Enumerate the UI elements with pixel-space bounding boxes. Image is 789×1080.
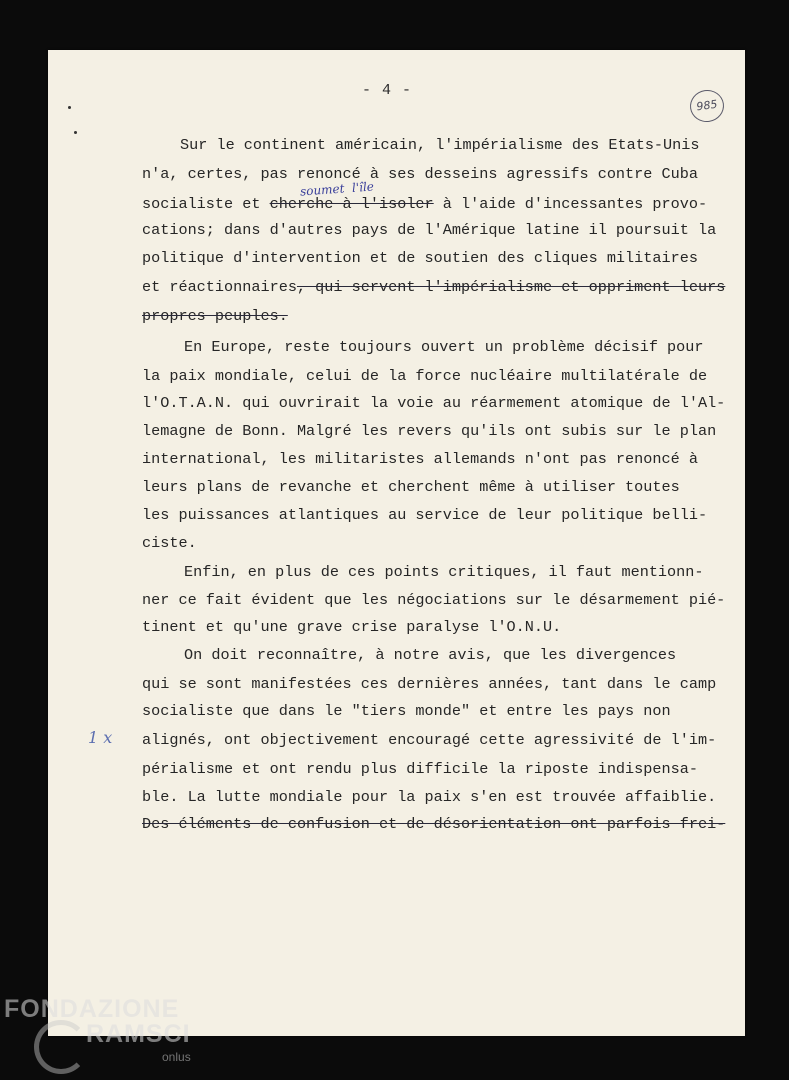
text-line <box>142 815 725 833</box>
watermark-subtitle: onlus <box>162 1050 191 1064</box>
margin-annotation: 1 x <box>88 728 113 747</box>
line-text: à l'aide d'incessantes provo- <box>433 195 708 213</box>
page-number: - 4 - <box>362 82 413 99</box>
struck-text: Des éléments de confusion et de désorientation ont parfois frei- <box>142 815 726 833</box>
text-line: n'a, certes, pas renoncé à ses desseins agressifs contre Cuba <box>142 165 698 183</box>
text-line: On doit reconnaître, à notre avis, que les divergences <box>184 646 677 664</box>
archive-number-stamp: 985 <box>688 88 726 124</box>
handwritten-insertion: soumet l'île <box>299 179 375 199</box>
text-line: Enfin, en plus de ces points critiques, il faut mentionn- <box>184 563 704 581</box>
text-line: En Europe, reste toujours ouvert un problème décisif pour <box>184 338 704 356</box>
text-line: alignés, ont objectivement encouragé cette agressivité de l'im- <box>142 731 717 749</box>
text-line: ble. La lutte mondiale pour la paix s'en est trouvée affaiblie. <box>142 788 717 806</box>
line-text: et réactionnaires <box>142 278 297 296</box>
watermark-logo-line2: RAMSCI <box>86 1020 191 1048</box>
text-line <box>142 307 288 325</box>
text-line: ner ce fait évident que les négociations sur le désarmement pié- <box>142 591 726 609</box>
text-line <box>142 278 725 296</box>
text-line: ciste. <box>142 534 197 552</box>
text-line <box>142 195 707 213</box>
struck-text: propres peuples. <box>142 307 288 325</box>
struck-text: cherche à l'isoler <box>269 195 434 213</box>
text-line: cations; dans d'autres pays de l'Amérique latine il poursuit la <box>142 221 717 239</box>
text-line: qui se sont manifestées ces dernières années, tant dans le camp <box>142 675 717 693</box>
text-line: les puissances atlantiques au service de leur politique belli- <box>142 506 708 524</box>
text-line: leurs plans de revanche et cherchent même à utiliser toutes <box>142 478 680 496</box>
text-line: périalisme et ont rendu plus difficile la riposte indispensa- <box>142 760 698 778</box>
punch-mark <box>68 106 71 109</box>
text-line: politique d'intervention et de soutien des cliques militaires <box>142 249 698 267</box>
watermark-g-icon <box>34 1020 88 1074</box>
text-line: lemagne de Bonn. Malgré les revers qu'ils ont subis sur le plan <box>142 422 717 440</box>
punch-mark <box>74 131 77 134</box>
struck-text: , qui servent l'impérialisme et oppriment leurs <box>296 278 726 296</box>
watermark-logo-line1: FONDAZIONE <box>4 995 180 1023</box>
text-line: Sur le continent américain, l'impérialisme des Etats-Unis <box>180 136 700 154</box>
text-line: la paix mondiale, celui de la force nucléaire multilatérale de <box>142 367 708 385</box>
text-line: socialiste que dans le "tiers monde" et entre les pays non <box>142 702 671 720</box>
text-line: l'O.T.A.N. qui ouvrirait la voie au réarmement atomique de l'Al- <box>142 394 726 412</box>
line-text: socialiste et <box>142 195 270 213</box>
text-line: international, les militaristes allemands n'ont pas renoncé à <box>142 450 698 468</box>
text-line: tinent et qu'une grave crise paralyse l'O.N.U. <box>142 618 562 636</box>
